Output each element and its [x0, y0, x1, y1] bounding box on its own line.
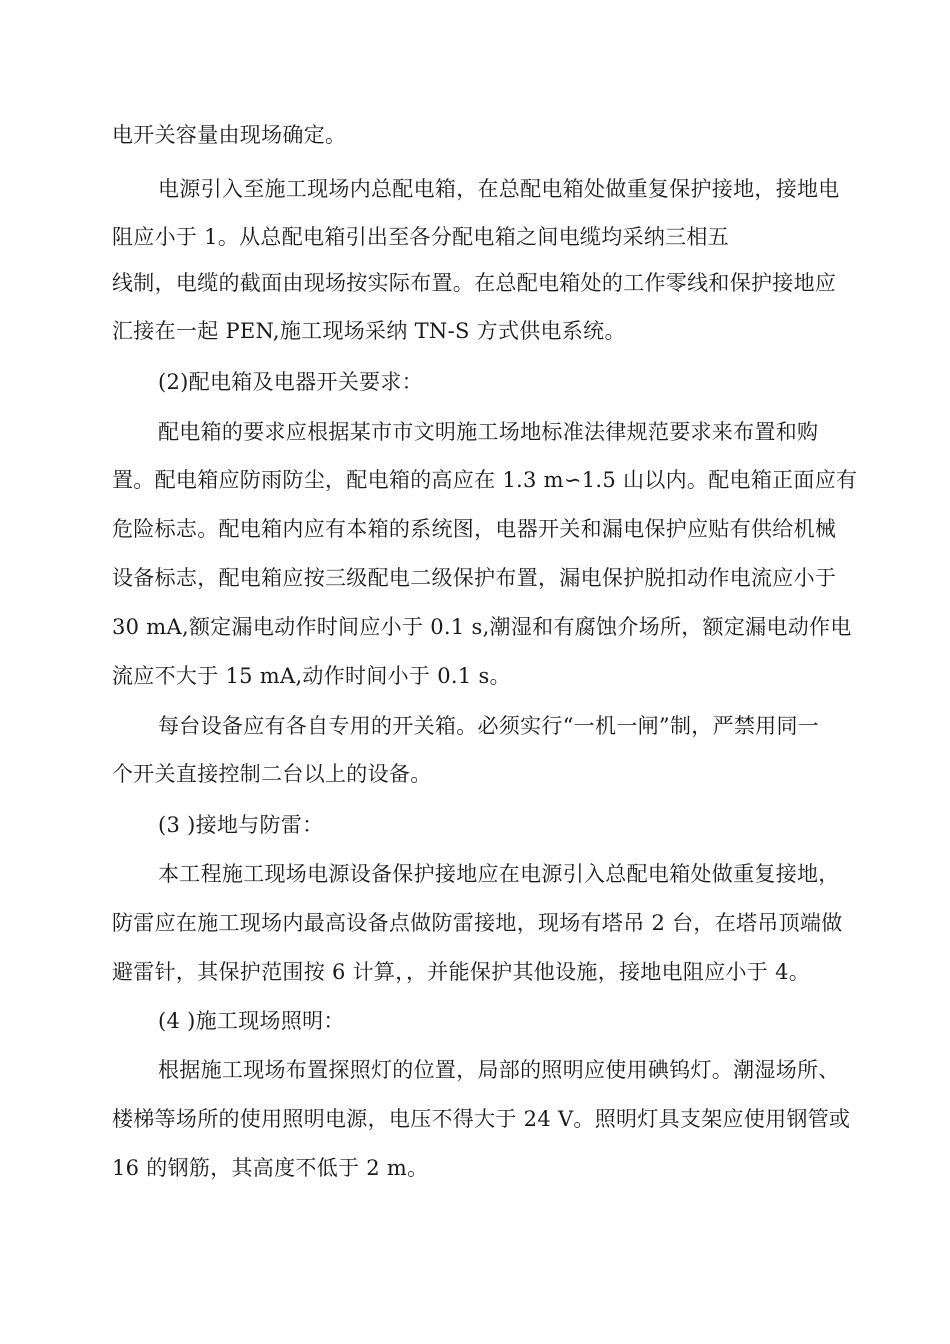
text-line: 电源引入至施工现场内总配电箱，在总配电箱处做重复保护接地，接地电: [158, 177, 840, 201]
text-line: 楼梯等场所的使用照明电源，电压不得大于 24 V。照明灯具支架应使用钢管或: [112, 1107, 851, 1131]
text-line: 防雷应在施工现场内最高设备点做防雷接地，现场有塔吊 2 台，在塔吊顶端做: [112, 911, 843, 935]
text-line: 避雷针，其保护范围按 6 计算，，并能保护其他设施，接地电阻应小于 4。: [112, 960, 811, 984]
text-line: 线制，电缆的截面由现场按实际布置。在总配电箱处的工作零线和保护接地应: [112, 271, 837, 295]
text-line: 流应不大于 15 mA,动作时间小于 0.1 s。: [112, 664, 511, 688]
text-line: 个开关直接控制二台以上的设备。: [112, 762, 432, 786]
section-heading: (2)配电箱及电器开关要求：: [158, 370, 423, 394]
text-line: 危险标志。配电箱内应有本箱的系统图，电器开关和漏电保护应贴有供给机械: [112, 517, 837, 541]
text-line: 根据施工现场布置探照灯的位置，局部的照明应使用碘钨灯。潮湿场所、: [158, 1058, 840, 1082]
text-line: 汇接在一起 PEN,施工现场采纳 TN-S 方式供电系统。: [112, 319, 626, 343]
text-line: 阻应小于 1。从总配电箱引出至各分配电箱之间电缆均采纳三相五: [112, 225, 730, 249]
text-line: 每台设备应有各自专用的开关箱。必须实行“一机一闸”制，严禁用同一: [158, 714, 820, 738]
text-line: 置。配电箱应防雨防尘，配电箱的高应在 1.3 m∽1.5 山以内。配电箱正面应有: [112, 468, 858, 492]
section-heading: (4 )施工现场照明：: [158, 1009, 345, 1033]
text-line: 30 mA,额定漏电动作时间应小于 0.1 s,潮湿和有腐蚀介场所，额定漏电动作电: [112, 615, 852, 639]
text-line: 16 的钢筋，其高度不低于 2 m。: [112, 1156, 429, 1180]
text-line: 电开关容量由现场确定。: [112, 123, 347, 147]
section-heading: (3 )接地与防雷：: [158, 813, 324, 837]
text-line: 配电箱的要求应根据某市市文明施工场地标准法律规范要求来布置和购: [158, 420, 819, 444]
text-line: 设备标志，配电箱应按三级配电二级保护布置，漏电保护脱扣动作电流应小于: [112, 566, 837, 590]
text-line: 本工程施工现场电源设备保护接地应在电源引入总配电箱处做重复接地，: [158, 862, 840, 886]
